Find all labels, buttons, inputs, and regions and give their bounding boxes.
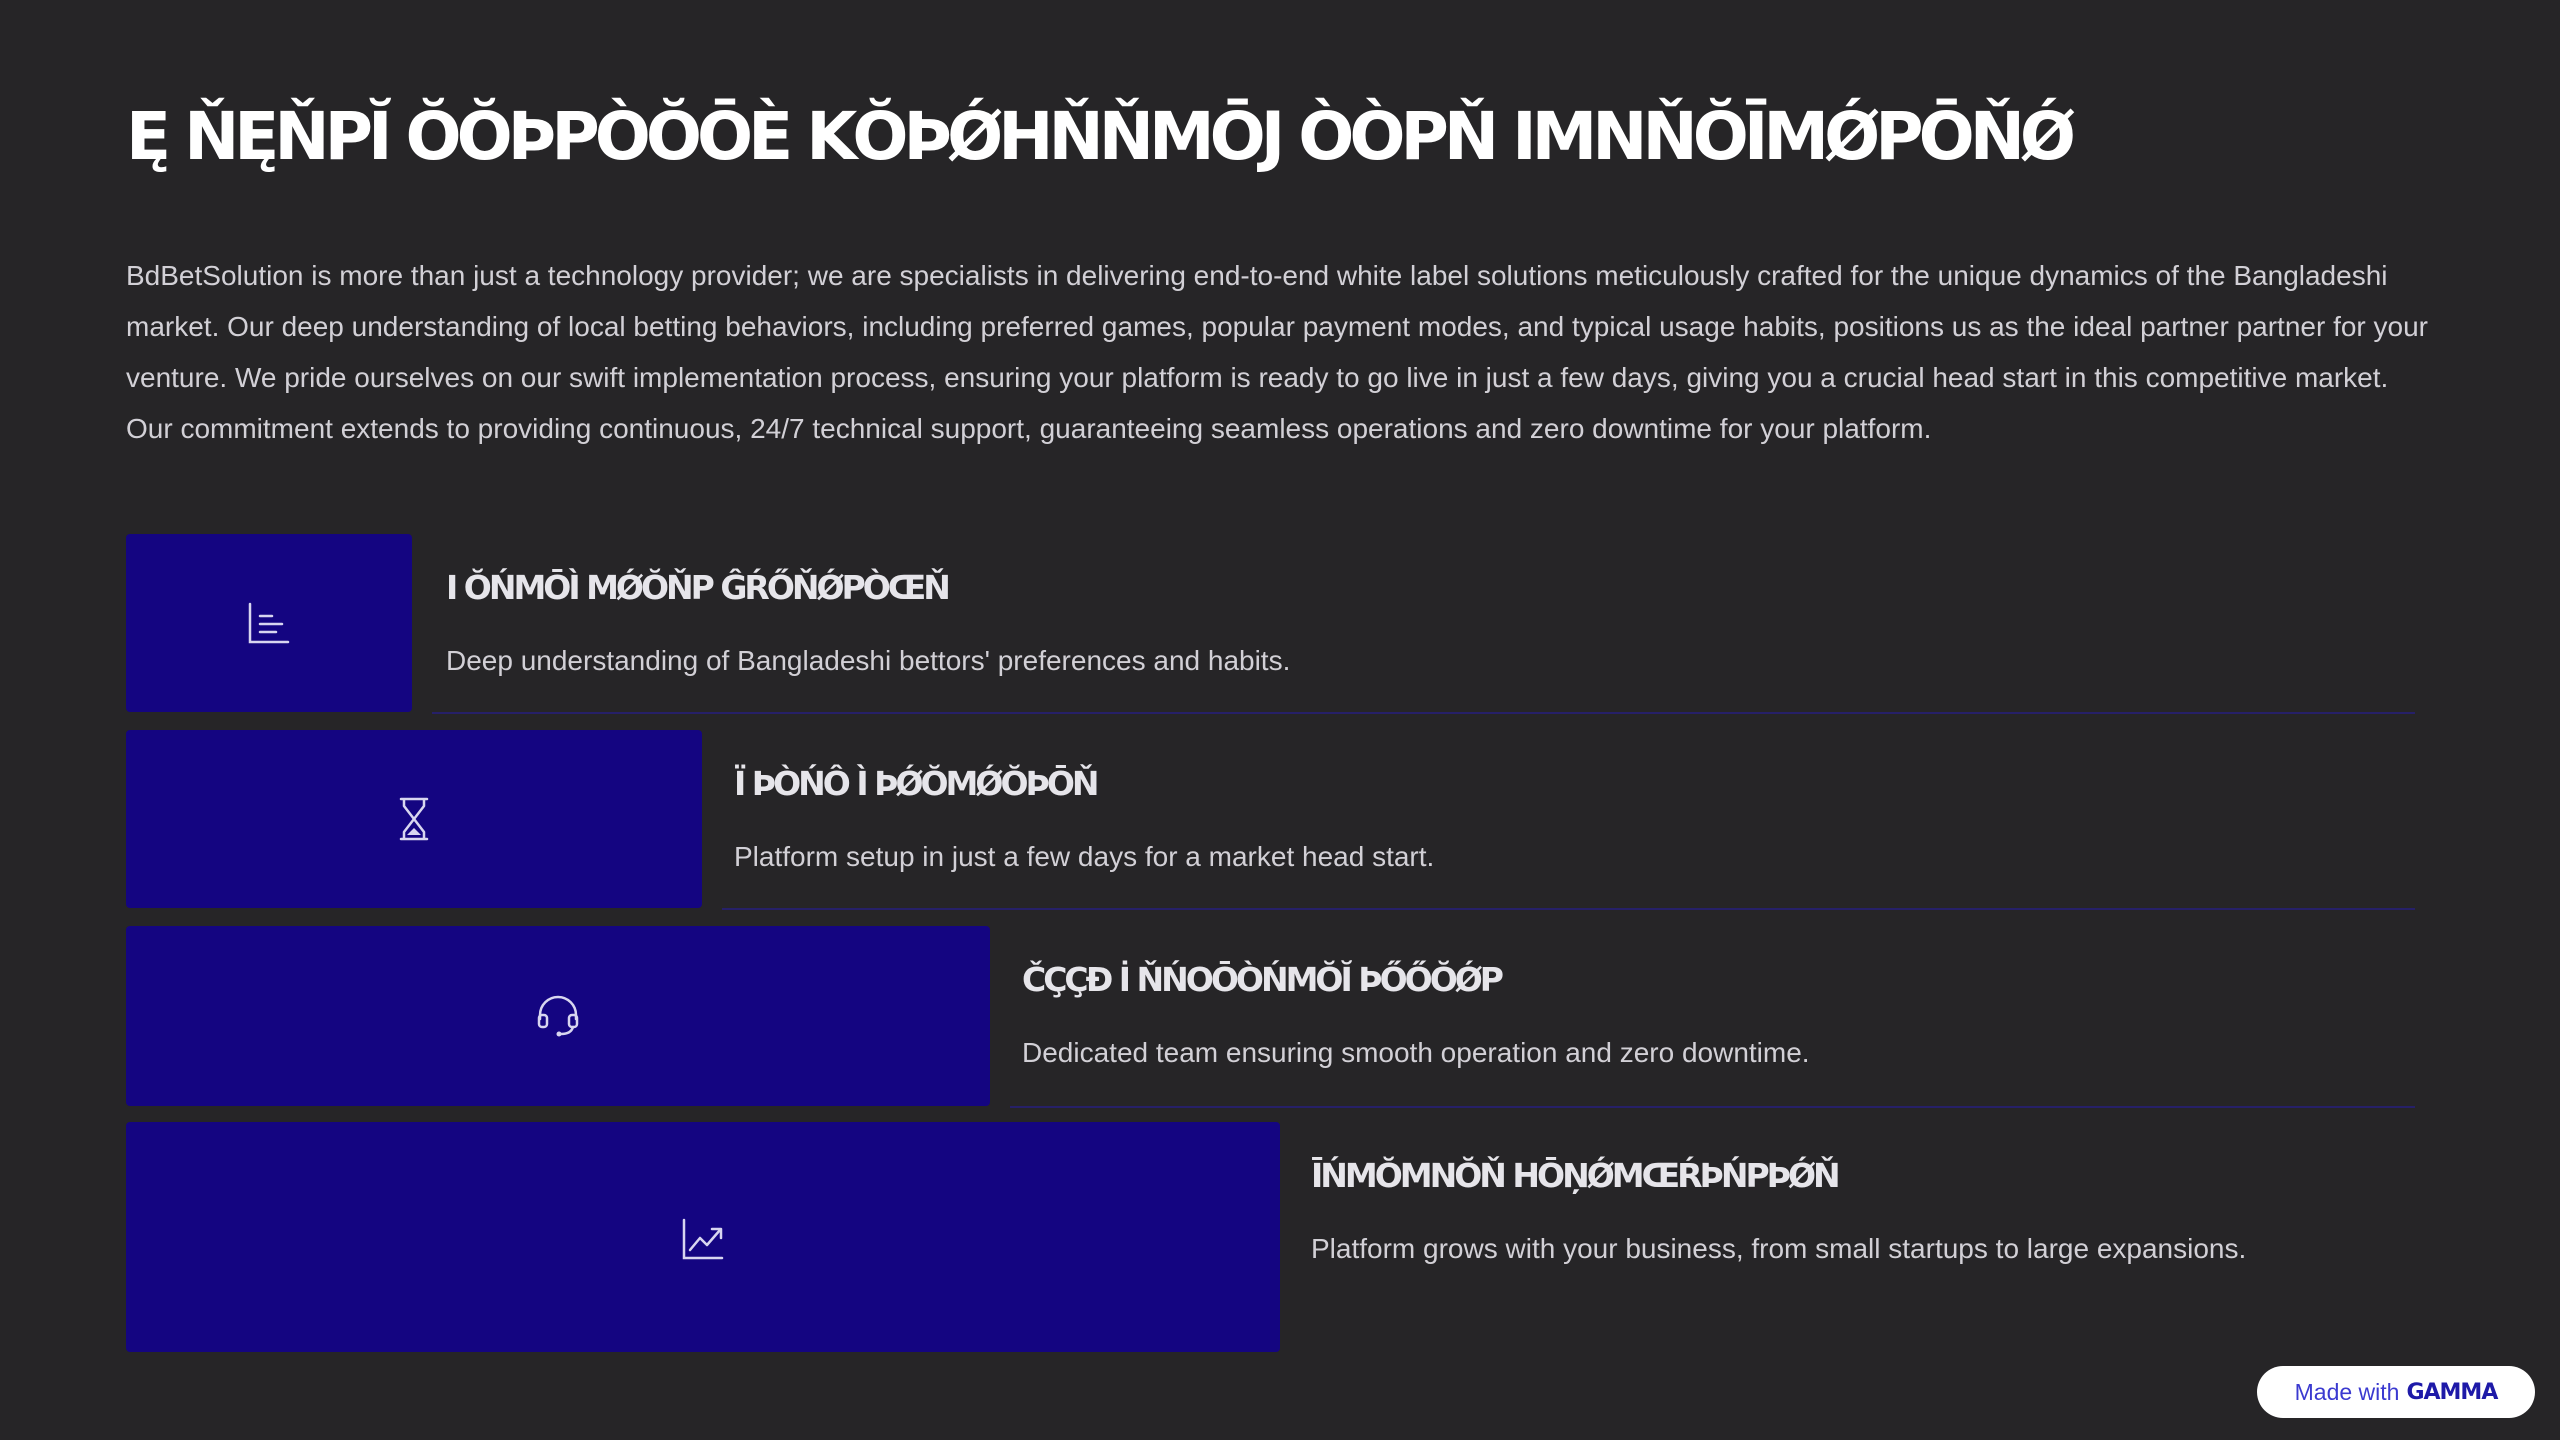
hourglass-icon — [389, 794, 439, 844]
intro-paragraph: BdBetSolution is more than just a technology provider; we are specialists in delivering end-to-end white label solutions meticulously crafted for the unique dynamics of the Bangladeshi market. Our deep understanding of local betting behaviors, including preferred games, popular payment modes, and typical usage habits, positions us as the ideal partner partner for your venture. We pride ourselves on our swift implementation process, ensuring your platform is ready to go live in just a few days, giving you a crucial head start in this competitive market. Our commitment extends to providing continuous, 24/7 technical support, guaranteeing seamless operations and zero downtime for your platform. — [126, 260, 2429, 444]
feature-title: ĪŃMŎMNŎŇ HŌŅǾMŒŔÞŃPÞǾŇ — [1311, 1156, 1838, 1195]
feature-description: Platform setup in just a few days for a market head start. — [734, 841, 1435, 872]
feature-title: I ŎŃMŌÌ MǾŎŇP ĜŔŐŇǾPÒŒŇ — [446, 568, 948, 607]
badge-prefix: Made with — [2294, 1378, 2400, 1405]
feature-description: Deep understanding of Bangladeshi bettors' preferences and habits. — [446, 645, 1291, 676]
gamma-logo: GAMMA — [2406, 1379, 2498, 1405]
bar-list-icon — [244, 598, 294, 648]
made-with-gamma-badge[interactable] — [2257, 1366, 2535, 1418]
feature-block-support — [126, 926, 990, 1106]
feature-title: ČÇÇĐ İ ŇŃOŌÒŃMŎĬ ÞŐŐŎǾP — [1022, 960, 1501, 999]
feature-description: Dedicated team ensuring smooth operation and zero downtime. — [1022, 1037, 1810, 1068]
headset-icon — [533, 991, 583, 1041]
feature-divider — [1010, 1106, 2415, 1108]
feature-block-fast-setup — [126, 730, 702, 908]
feature-divider — [722, 908, 2415, 910]
feature-divider — [432, 712, 2415, 714]
feature-block-local-insight — [126, 534, 412, 712]
feature-description: Platform grows with your business, from small startups to large expansions. — [1311, 1233, 2247, 1264]
feature-block-scalability — [126, 1122, 1280, 1352]
trend-chart-icon — [678, 1214, 728, 1264]
slide-title: Ę ŇĘŇPĬ ŎŎÞPÒŎŌÈ KŎÞǾHŇŇMŌJ ÒÒPŇ IMNŇŎĪMǾPŌŇǾ — [126, 98, 2072, 175]
feature-title: Ï ÞÒŃÔ Ì ÞǾŎMǾŎÞŌŇ — [734, 764, 1097, 803]
